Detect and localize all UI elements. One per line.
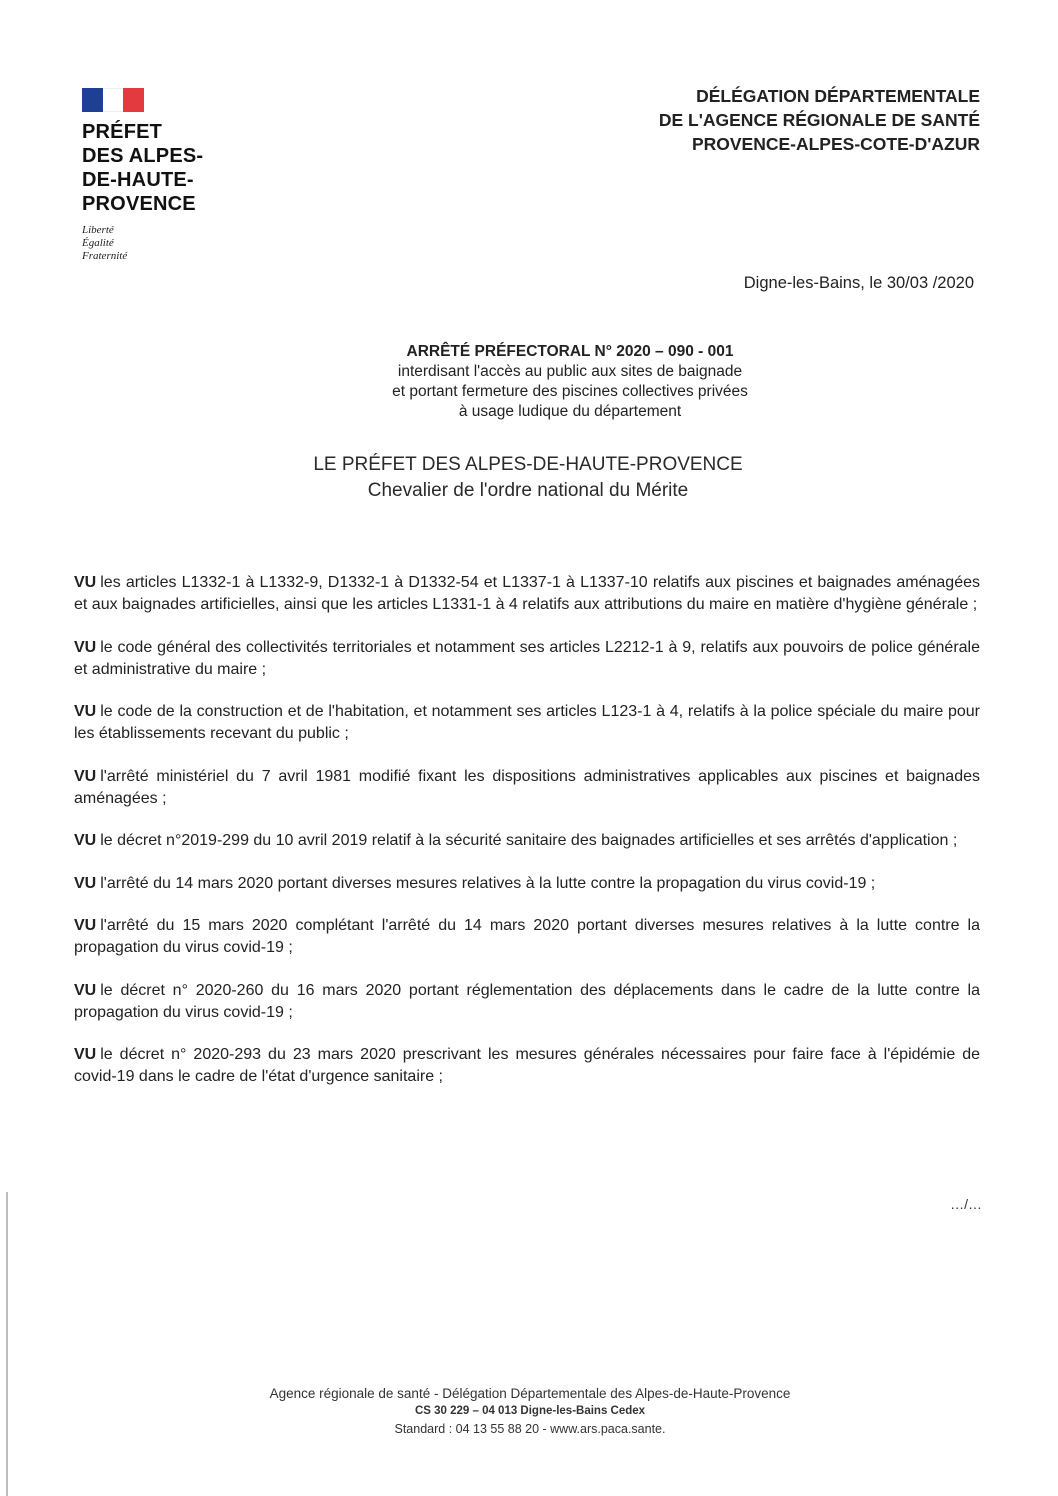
logo-title bbox=[82, 120, 242, 216]
vu-paragraph bbox=[74, 766, 980, 810]
vu-keyword: VU bbox=[74, 703, 97, 720]
vu-keyword: VU bbox=[74, 832, 97, 849]
vu-keyword: VU bbox=[74, 874, 97, 892]
vu-paragraph bbox=[74, 915, 980, 959]
agency-line: PROVENCE-ALPES-COTE-D'AZUR bbox=[691, 134, 980, 154]
vu-keyword: VU bbox=[74, 767, 97, 785]
vu-paragraph bbox=[74, 830, 980, 852]
vu-keyword: VU bbox=[74, 638, 97, 656]
agency-line: DE L'AGENCE RÉGIONALE DE SANTÉ bbox=[658, 110, 980, 130]
agency-line: DÉLÉGATION DÉPARTEMENTALE bbox=[696, 86, 980, 106]
footer-address: CS 30 229 – 04 013 Digne-les-Bains Cedex bbox=[414, 1405, 646, 1417]
vu-paragraph bbox=[74, 572, 980, 616]
french-flag-icon bbox=[82, 88, 144, 112]
arrete-subtitle-line: interdisant l'accès au public aux sites de baignade bbox=[397, 363, 743, 380]
vu-text: le code général des collectivités territoriales et notamment ses articles L2212-1 à 9, relatifs aux pouvoirs de police générale et administrative du maire ; bbox=[74, 638, 980, 678]
prefet-title: Chevalier de l'ordre national du Mérite bbox=[367, 480, 689, 501]
vu-text: l'arrêté ministériel du 7 avril 1981 modifié fixant les dispositions administratives applicables aux piscines et baignades aménagées ; bbox=[74, 767, 980, 807]
page-footer bbox=[200, 1384, 860, 1438]
republic-motto bbox=[82, 224, 242, 263]
arrete-title-block bbox=[300, 342, 840, 422]
logo-title-line: PROVENCE bbox=[82, 193, 196, 215]
vu-text: le décret n°2019-299 du 10 avril 2019 relatif à la sécurité sanitaire des baignades artificielles et ses arrêtés d'application ; bbox=[100, 832, 958, 849]
motto-line: Égalité bbox=[82, 237, 114, 249]
vu-paragraph bbox=[74, 637, 980, 681]
logo-title-line: PRÉFET bbox=[82, 121, 163, 143]
motto-line: Liberté bbox=[82, 224, 114, 236]
prefet-logo bbox=[82, 88, 242, 263]
vu-paragraph bbox=[74, 1044, 980, 1088]
arrete-number: ARRÊTÉ PRÉFECTORAL N° 2020 – 090 - 001 bbox=[406, 343, 734, 360]
vu-text: le code de la construction et de l'habitation, et notamment ses articles L123-1 à 4, relatifs à la police spéciale du maire pour les établissements recevant du public ; bbox=[74, 703, 980, 742]
vu-list bbox=[74, 572, 980, 1109]
continued-mark: …/… bbox=[950, 1196, 982, 1212]
footer-agency: Agence régionale de santé - Délégation Départementale des Alpes-de-Haute-Provence bbox=[269, 1386, 791, 1401]
vu-text: l'arrêté du 14 mars 2020 portant diverses mesures relatives à la lutte contre la propagation du virus covid-19 ; bbox=[100, 874, 876, 892]
vu-text: le décret n° 2020-260 du 16 mars 2020 portant réglementation des déplacements dans le cadre de la lutte contre la propagation du virus covid-19 ; bbox=[74, 981, 980, 1021]
vu-text: les articles L1332-1 à L1332-9, D1332-1 à D1332-54 et L1337-1 à L1337-10 relatifs aux piscines et baignades aménagées et aux baignades artificielles, ainsi que les articles L1331-1 à 4 relatifs aux attributions du maire en matière d'hygiène générale ; bbox=[74, 574, 980, 613]
footer-contact: Standard : 04 13 55 88 20 - www.ars.paca.sante. bbox=[394, 1422, 666, 1436]
vu-text: l'arrêté du 15 mars 2020 complétant l'arrêté du 14 mars 2020 portant diverses mesures relatives à la lutte contre la propagation du virus covid-19 ; bbox=[74, 917, 980, 956]
vu-text: le décret n° 2020-293 du 23 mars 2020 prescrivant les mesures générales nécessaires pour faire face à l'épidémie de covid-19 dans le cadre de l'état d'urgence sanitaire ; bbox=[74, 1046, 980, 1085]
vu-paragraph bbox=[74, 873, 980, 895]
logo-title-line: DES ALPES- bbox=[82, 145, 204, 167]
document-date: Digne-les-Bains, le 30/03 /2020 bbox=[743, 274, 974, 292]
logo-title-line: DE-HAUTE- bbox=[82, 169, 194, 191]
vu-keyword: VU bbox=[74, 917, 97, 934]
vu-keyword: VU bbox=[74, 1046, 97, 1063]
scan-edge-line bbox=[6, 1192, 8, 1496]
vu-paragraph bbox=[74, 701, 980, 745]
motto-line: Fraternité bbox=[82, 250, 128, 262]
vu-keyword: VU bbox=[74, 981, 97, 999]
vu-keyword: VU bbox=[74, 574, 97, 591]
arrete-subtitle-line: à usage ludique du département bbox=[458, 403, 682, 420]
agency-header bbox=[659, 84, 980, 156]
arrete-subtitle-line: et portant fermeture des piscines collectives privées bbox=[392, 383, 748, 400]
prefet-heading bbox=[268, 452, 788, 504]
prefet-name: LE PRÉFET DES ALPES-DE-HAUTE-PROVENCE bbox=[313, 454, 743, 475]
vu-paragraph bbox=[74, 980, 980, 1024]
